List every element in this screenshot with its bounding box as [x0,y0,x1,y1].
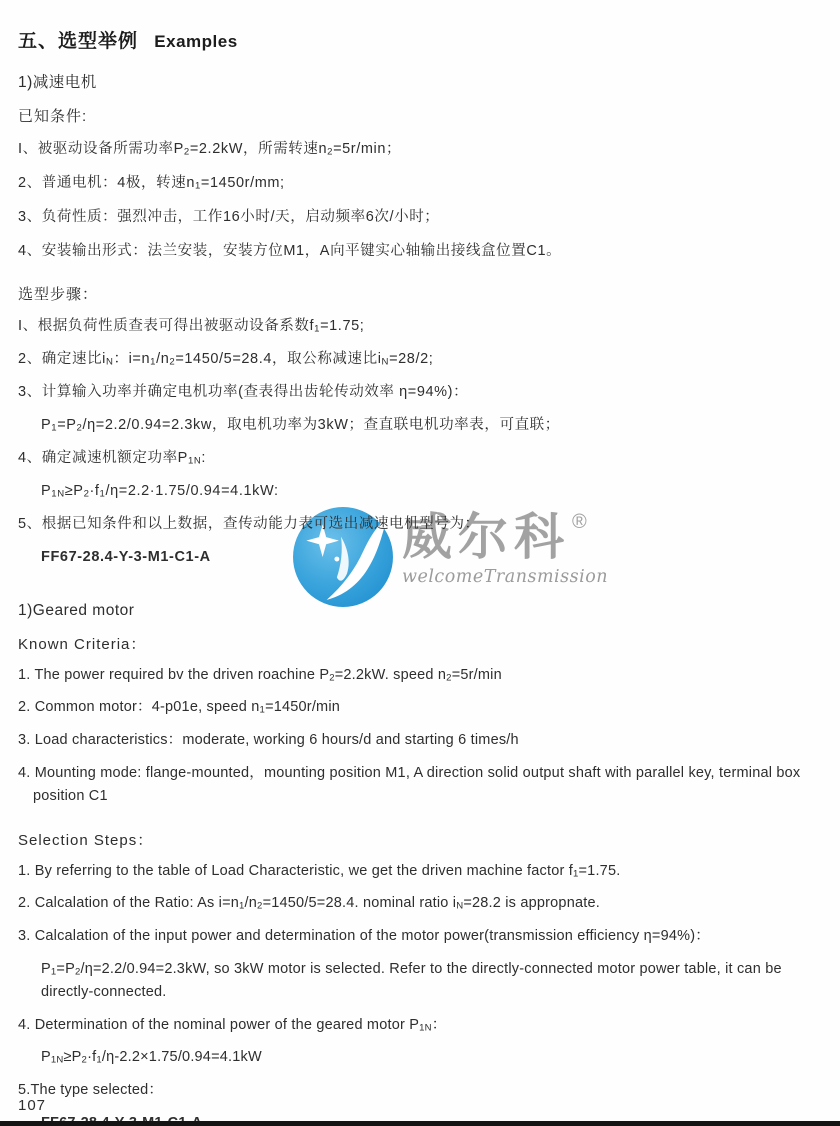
zh-step-detail: $P_1=P_2/\eta=2.2/0.94=2.3kw$，取电机功率为3kW；查直联电机功率表，可直联； [41,417,560,434]
page-title [18,26,812,53]
en-step: 1. By referring to the table of Load Characteristic, we get the driven machine factor $f_1=1.75$. [18,862,621,880]
zh-step: I、根据负荷性质查表可得出被驱动设备系数$f_1=1.75$; [18,318,365,335]
en-known-item: 3. Load characteristics：moderate, working 6 hours/d and starting 6 times/h [18,732,519,749]
zh-step: 5、根据已知条件和以上数据，查传动能力表可选出减速电机型号为： [18,516,480,533]
en-step-detail: $P_1=P_2/\eta=2.2/0.94=2.3kW$, so 3kW motor is selected. Refer to the directly-connected motor power table, it can be directly-connected. [41,960,782,1000]
page-bottom-bar [0,1121,840,1126]
zh-known-item: I、被驱动设备所需功率$P_2=2.2kW$，所需转速$n_2=5r/\min$； [18,141,402,158]
brand-name-en: welcomeTransmission [402,567,608,587]
en-steps-heading: Selection Steps： [18,832,154,850]
en-step: 3. Calcalation of the input power and determination of the motor power(transmission efficiency η=94%)： [18,928,710,944]
zh-step-detail: $P_{1N}\ge P_2\cdot f_1/\eta=2.2\cdot 1.75/0.94=4.1kW$: [41,483,279,500]
zh-known-item: 3、负荷性质：强烈冲击，工作16小时/天，启动频率6次/小时； [18,209,440,226]
page-title-zh: 五、选型举例 [18,31,139,52]
en-known-item: 4. Mounting mode: flange-mounted，mounting position M1, A direction solid output shaft with parallel key, terminal box position C1 [18,764,801,804]
en-step: 4. Determination of the nominal power of the geared motor $P_{1N}$： [18,1016,447,1034]
zh-step: 2、确定速比$i_N$：$i=n_1/n_2=1450/5=28.4$，取公称减速比$i_N=28/2$; [18,351,434,368]
zh-step: 4、确定减速机额定功率$P_{1N}$: [18,450,207,467]
zh-section-heading: 1)减速电机 [18,74,97,91]
brand-name-zh: 威尔科 ® [402,509,593,565]
zh-known-item: 4、安装输出形式：法兰安装，安装方位M1，A向平键实心轴输出接线盒位置C1。 [18,243,562,260]
zh-selected-model: FF67-28.4-Y-3-M1-C1-A [41,549,211,566]
en-known-criteria-heading: Known Criteria： [18,636,147,654]
zh-known-item: 2、普通电机：4极，转速$n_1=1450r/mm$; [18,175,285,192]
page-title-en: Examples [154,32,238,51]
en-step-detail: $P_{1N}\ge P_2\cdot f_1/\eta-2.2\times 1.75/0.94=4.1kW$ [41,1049,262,1066]
page-number: 107 [18,1097,47,1114]
en-section-heading: 1)Geared motor [18,602,135,620]
zh-known-criteria-heading: 已知条件: [18,108,88,125]
registered-trademark-icon: ® [572,511,593,533]
en-step: 5.The type selected： [18,1081,164,1098]
en-known-item: 1. The power required bv the driven roachine $P_2=2.2kW$. speed $n_2=5r/\min$ [18,666,502,684]
zh-steps-heading: 选型步骤： [18,286,99,304]
zh-step: 3、计算输入功率并确定电机功率(查表得出齿轮传动效率 η=94%)： [18,384,469,401]
en-known-item: 2. Common motor：4-p01e, speed $n_1=1450r/\min$ [18,699,341,717]
en-step: 2. Calcalation of the Ratio: As $i=n_1/n_2=1450/5=28.4$. nominal ratio $i_N=28.2$ is appropnate. [18,895,600,913]
